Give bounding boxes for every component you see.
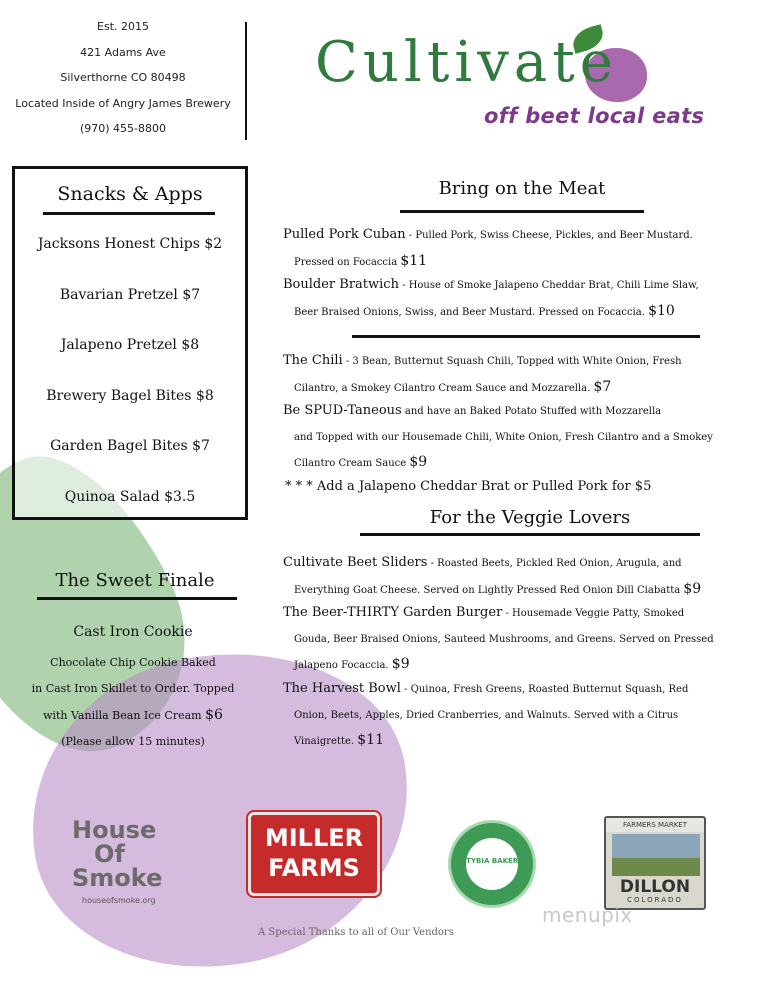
menu-item-cuban (283, 222, 763, 275)
snack-item: Jalapeno Pretzel $8 (60, 337, 200, 353)
item-desc: and have an Baked Potato Stuffed with Mozzarella (401, 406, 662, 417)
item-name: Cultivate Beet Sliders (283, 555, 428, 570)
snack-item: Quinoa Salad $3.5 (64, 488, 196, 505)
item-desc: - Quinoa, Fresh Greens, Roasted Butternut Squash, Red (400, 684, 689, 695)
vendor-thanks: A Special Thanks to all of Our Vendors (258, 927, 454, 938)
logo-title: Cultivate (315, 30, 618, 95)
veggie-title: For the Veggie Lovers (429, 507, 631, 528)
miller-logo-line: MILLER (264, 824, 364, 852)
item-desc: Pressed on Focaccia (294, 256, 401, 268)
item-price: $10 (648, 302, 675, 319)
sweet-note: (Please allow 15 minutes) (61, 735, 205, 748)
snacks-list (15, 235, 245, 538)
snack-item: Bavarian Pretzel $7 (59, 286, 201, 303)
menu-item-chili (283, 348, 763, 401)
menu-item-bowl (283, 676, 763, 755)
item-desc: Jalapeno Focaccia. (294, 660, 392, 671)
sweet-item-desc (28, 650, 238, 755)
sweet-desc-text: with Vanilla Bean Ice Cream (43, 709, 202, 722)
sweet-underline (37, 597, 237, 600)
city-line: Silverthorne CO 80498 (60, 71, 186, 84)
item-desc: Vinaigrette. (294, 736, 358, 747)
veggie-underline (360, 533, 700, 536)
dillon-farmers-market-logo (604, 816, 706, 910)
header-divider (245, 22, 247, 140)
item-desc: Cilantro, a Smokey Cilantro Cream Sauce and Mozzarella. (294, 382, 594, 394)
item-name: The Chili (283, 353, 343, 368)
snack-item: Jacksons Honest Chips $2 (37, 236, 223, 252)
item-desc: - Housemade Veggie Patty, Smoked (502, 608, 685, 619)
item-desc: Beer Braised Onions, Swiss, and Beer Mustard. Pressed on Focaccia. (294, 306, 649, 318)
item-desc: - 3 Bean, Butternut Squash Chili, Topped with White Onion, Fresh (342, 356, 682, 367)
item-desc: Everything Goat Cheese. Served on Lightly Pressed Red Onion Dill Ciabatta (294, 584, 684, 596)
snack-item: Brewery Bagel Bites $8 (46, 387, 214, 404)
sweet-item-name: Cast Iron Cookie (73, 624, 193, 640)
item-price: $11 (357, 732, 384, 748)
menu-item-sliders (283, 550, 763, 603)
item-desc: Onion, Beets, Apples, Dried Cranberries, and Walnuts. Served with a Citrus (294, 709, 679, 721)
house-of-smoke-url: houseofsmoke.org (82, 896, 156, 905)
dillon-logo-name: DILLON (619, 877, 691, 897)
house-logo-line: Smoke (72, 864, 163, 892)
menu-item-bratwich (283, 272, 763, 325)
item-name: Boulder Bratwich (283, 277, 399, 292)
item-desc: - House of Smoke Jalapeno Cheddar Brat, Chili Lime Slaw, (398, 280, 699, 291)
stybia-logo-text: STYBIA BAKERY (461, 857, 523, 865)
meat-underline (400, 210, 644, 213)
item-price: $11 (400, 252, 428, 269)
sweet-desc-line: in Cast Iron Skillet to Order. Topped (31, 682, 235, 695)
item-name: Be SPUD-Taneous (283, 403, 402, 418)
meat-divider (352, 335, 700, 338)
menu-addon (285, 474, 765, 501)
house-logo-line: House (72, 816, 157, 844)
item-desc: Gouda, Beer Braised Onions, Sauteed Mushrooms, and Greens. Served on Pressed (294, 633, 714, 645)
logo-tagline: off beet local eats (484, 104, 705, 128)
snacks-underline (43, 212, 215, 215)
dillon-logo-sub: COLORADO (627, 896, 683, 904)
menu-item-spud (283, 398, 763, 477)
snacks-title: Snacks & Apps (57, 183, 203, 205)
meat-title: Bring on the Meat (438, 178, 606, 199)
sweet-price: $6 (205, 707, 223, 723)
snacks-box (12, 166, 248, 520)
address-line: 421 Adams Ave (80, 45, 166, 59)
house-of-smoke-logo (72, 818, 182, 890)
miller-farms-logo (248, 812, 380, 896)
menu-item-burger (283, 600, 763, 679)
item-name: Pulled Pork Cuban (283, 227, 406, 242)
item-name: The Harvest Bowl (283, 681, 401, 696)
miller-logo-line: FARMS (268, 854, 360, 882)
phone-line: (970) 455-8800 (79, 122, 167, 135)
item-desc: - Pulled Pork, Swiss Cheese, Pickles, and Beer Mustard. (405, 230, 693, 241)
est-line: Est. 2015 (97, 20, 149, 33)
item-price: $9 (683, 580, 702, 597)
sweet-desc-line: Chocolate Chip Cookie Baked (50, 656, 216, 669)
location-line: Located Inside of Angry James Brewery (15, 96, 231, 110)
restaurant-info (0, 14, 246, 142)
item-desc: Cilantro Cream Sauce (294, 458, 410, 469)
hill-icon (612, 858, 700, 876)
sweet-desc-line (28, 702, 238, 729)
watermark: menupix (542, 903, 633, 927)
dillon-logo-header: FARMERS MARKET (606, 818, 704, 832)
addon-text: * * * Add a Jalapeno Cheddar Brat or Pulled Pork for $5 (285, 479, 652, 494)
item-price: $9 (409, 454, 428, 470)
sweet-title: The Sweet Finale (55, 570, 215, 591)
snack-item: Garden Bagel Bites $7 (50, 438, 210, 454)
item-desc: - Roasted Beets, Pickled Red Onion, Arugula, and (427, 558, 682, 569)
item-desc: and Topped with our Housemade Chili, White Onion, Fresh Cilantro and a Smokey (294, 431, 713, 443)
item-price: $7 (593, 378, 612, 395)
item-name: The Beer-THIRTY Garden Burger (283, 605, 503, 620)
item-price: $9 (391, 656, 410, 672)
house-logo-line: Of (94, 840, 125, 868)
